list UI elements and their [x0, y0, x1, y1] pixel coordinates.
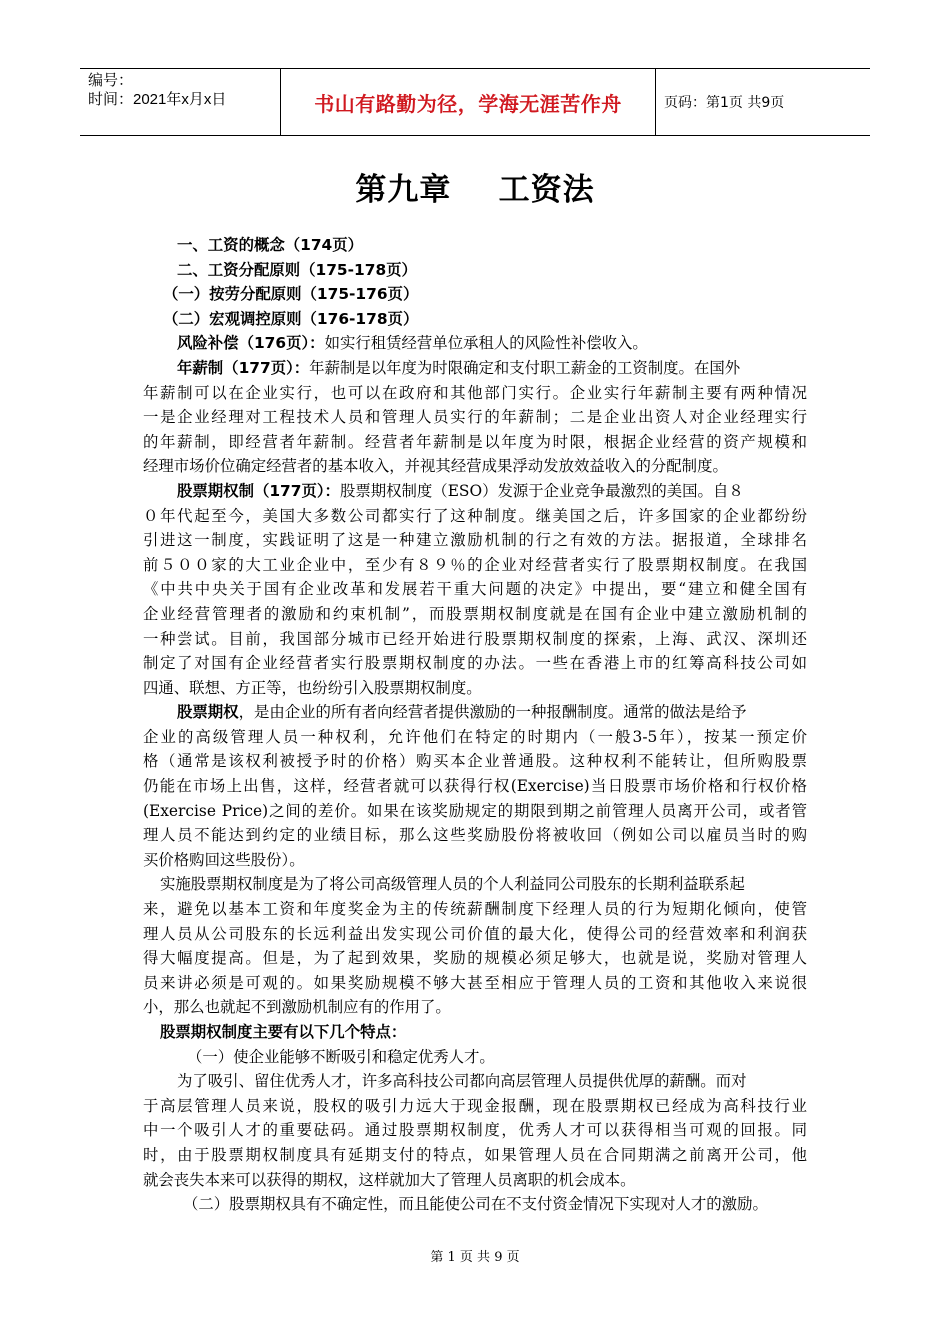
- paragraph-line: 制定了对国有企业经营者实行股票期权制度的办法。一些在香港上市的红筹高科技公司如: [143, 654, 807, 673]
- paragraph-line: 经理市场价位确定经营者的基本收入，并视其经营成果浮动发放效益收入的分配制度。: [143, 457, 728, 476]
- paragraph-line: 为了吸引、留住优秀人才，许多高科技公司都向高层管理人员提供优厚的薪酬。而对: [177, 1072, 747, 1091]
- term-text: 股票期权制度（ESO）发源于企业竞争最激烈的美国。自８: [339, 481, 744, 500]
- paragraph-line: 年薪制可以在企业实行，也可以在政府和其他部门实行。企业实行年薪制主要有两种情况: [143, 383, 807, 402]
- chapter-title: 第九章 工资法: [355, 172, 595, 208]
- paragraph-line: 一种尝试。目前，我国部分城市已经开始进行股票期权制度的探索，上海、武汉、深圳还: [143, 629, 807, 648]
- term-label: 股票期权: [177, 703, 239, 722]
- heading-line: 股票期权制度主要有以下几个特点：: [160, 1023, 407, 1041]
- header-table: [80, 68, 870, 136]
- paragraph-line: 买价格购回这些股份）。: [143, 850, 305, 869]
- paragraph-line: 理人员不能达到约定的业绩目标，那么这些奖励股份将被收回（例如公司以雇员当时的购: [143, 826, 807, 845]
- paragraph-line: 四通、联想、方正等，也纷纷引入股票期权制度。: [143, 678, 482, 697]
- document-body: [143, 233, 807, 1217]
- paragraph-line: 就会丧失本来可以获得的期权，这样就加大了管理人员离职的机会成本。: [143, 1170, 636, 1189]
- paragraph-line: [143, 479, 807, 504]
- paragraph-line: [143, 700, 807, 725]
- paragraph-line: 一是企业经理对工程技术人员和管理人员实行的年薪制；二是企业出资人对企业经理实行: [143, 408, 807, 427]
- paragraph-line: 理人员从公司股东的长远利益出发实现公司价值的最大化，使得公司的经营效率和利润获: [143, 924, 807, 943]
- paragraph-line: 得大幅度提高。但是，为了起到效果，奖励的规模必须足够大，也就是说，奖励对管理人: [143, 949, 807, 968]
- paragraph-line: 实施股票期权制度是为了将公司高级管理人员的个人利益同公司股东的长期利益联系起: [160, 875, 745, 894]
- paragraph-line: 中一个吸引人才的重要砝码。通过股票期权制度，优秀人才可以获得相当可观的回报。同: [143, 1121, 807, 1140]
- header-page-cell: [656, 69, 870, 135]
- paragraph-line: 仍能在市场上出售，这样，经营者就可以获得行权(Exercise)当日股票市场价格和行权价格: [143, 777, 807, 796]
- header-left-cell: [80, 69, 280, 135]
- paragraph-line: 格（通常是该权利被授予时的价格）购买本企业普通股。这种权利不能转让，但所购股票: [143, 752, 807, 771]
- paragraph-line: 小，那么也就起不到激励机制应有的作用了。: [143, 998, 451, 1017]
- paragraph-line: 时，由于股票期权制度具有延期支付的特点，如果管理人员在合同期满之前离开公司，他: [143, 1145, 807, 1164]
- heading-line: （一）按劳分配原则（175-176页）: [163, 285, 419, 304]
- time-label: 时间：2021年x月x日: [88, 91, 227, 108]
- term-label: 年薪制（177页）：: [177, 358, 310, 377]
- page-info: 页码：第1页 共9页: [664, 95, 785, 111]
- heading-line: （二）宏观调控原则（176-178页）: [163, 309, 419, 328]
- paragraph-line: ０年代起至今，美国大多数公司都实行了这种制度。继美国之后，许多国家的企业都纷纷: [143, 506, 807, 525]
- paragraph-line: (Exercise Price)之间的差价。如果在该奖励规定的期限到期之前管理人员离开公司，或者管: [143, 801, 807, 820]
- term-text: 如实行租赁经营单位承租人的风险性补偿收入。: [324, 334, 648, 353]
- term-text: ，是由企业的所有者向经营者提供激励的一种报酬制度。通常的做法是给予: [238, 703, 747, 722]
- heading-line: 二、工资分配原则（175-178页）: [177, 260, 417, 279]
- paragraph-line: 企业的高级管理人员一种权利，允许他们在特定的时期内（一般3-5年），按某一预定价: [143, 727, 807, 746]
- paragraph-line: [143, 356, 807, 381]
- paragraph-line: （一）使企业能够不断吸引和稳定优秀人才。: [187, 1047, 495, 1066]
- number-label: 编号：: [88, 72, 134, 89]
- paragraph-line: 《中共中央关于国有企业改革和发展若干重大问题的决定》中提出，要“建立和健全国有: [143, 580, 807, 599]
- paragraph-line: [143, 331, 807, 356]
- term-label: 股票期权制（177页）：: [177, 481, 340, 500]
- paragraph-line: 前５００家的大工业企业中，至少有８９％的企业对经营者实行了股票期权制度。在我国: [143, 555, 807, 574]
- page-footer: 第 1 页 共 9 页: [430, 1250, 520, 1265]
- paragraph-line: （二）股票期权具有不确定性，而且能使公司在不支付资金情况下实现对人才的激励。: [183, 1195, 768, 1214]
- term-label: 风险补偿（176页）：: [177, 334, 325, 353]
- paragraph-line: 来，避免以基本工资和年度奖金为主的传统薪酬制度下经理人员的行为短期化倾向，使管: [143, 900, 807, 919]
- paragraph-line: 的年薪制，即经营者年薪制。经营者年薪制是以年度为时限，根据企业经营的资产规模和: [143, 432, 807, 451]
- paragraph-line: 员来讲必须是可观的。如果奖励规模不够大甚至相应于管理人员的工资和其他收入来说很: [143, 973, 807, 992]
- heading-line: 一、工资的概念（174页）: [177, 236, 364, 254]
- paragraph-line: 于高层管理人员来说，股权的吸引力远大于现金报酬，现在股票期权已经成为高科技行业: [143, 1096, 807, 1115]
- paragraph-line: 引进这一制度，实践证明了这是一种建立激励机制的行之有效的方法。据报道，全球排名: [143, 531, 807, 550]
- term-text: 年薪制是以年度为时限确定和支付职工薪金的工资制度。在国外: [309, 358, 741, 377]
- header-motto-cell: [280, 69, 656, 135]
- motto: 书山有路勤为径，学海无涯苦作舟: [314, 91, 622, 116]
- paragraph-line: 企业经营管理者的激励和约束机制”，而股票期权制度就是在国有企业中建立激励机制的: [143, 604, 807, 623]
